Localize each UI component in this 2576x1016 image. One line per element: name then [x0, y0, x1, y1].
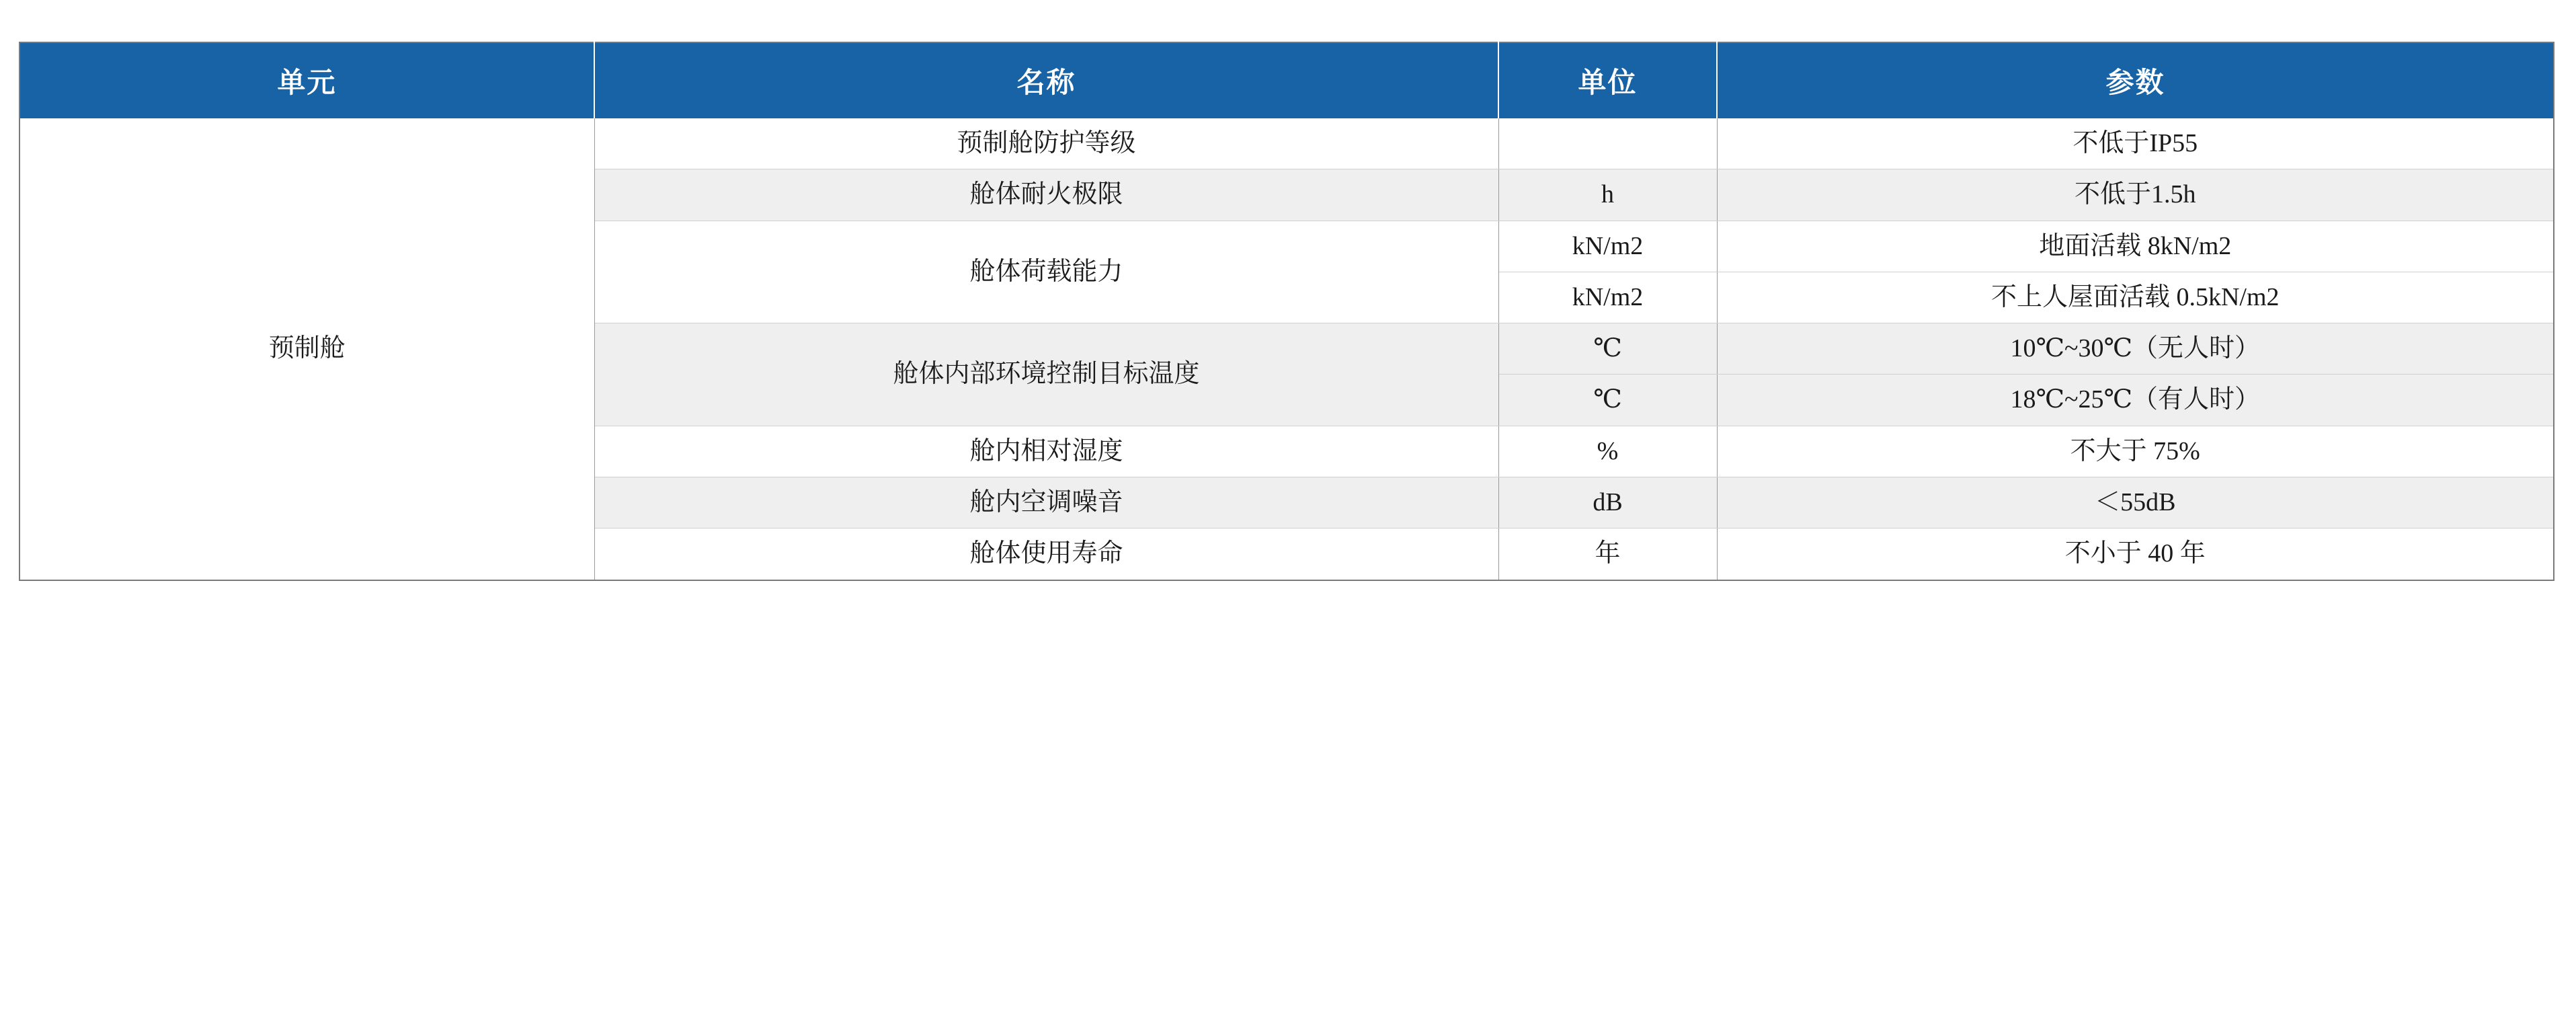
column-header-value: 参数 [1717, 42, 2554, 118]
row-name: 舱体内部环境控制目标温度 [594, 323, 1498, 426]
row-value: 不低于IP55 [1717, 118, 2554, 169]
row-value: 不小于 40 年 [1717, 529, 2554, 580]
row-name: 舱体耐火极限 [594, 169, 1498, 221]
row-uom: h [1498, 169, 1717, 221]
row-uom: % [1498, 426, 1717, 477]
row-value: 不低于1.5h [1717, 169, 2554, 221]
row-name: 舱体使用寿命 [594, 529, 1498, 580]
spec-table [19, 42, 2554, 581]
row-value: 10℃~30℃（无人时） [1717, 323, 2554, 375]
row-value: 不上人屋面活载 0.5kN/m2 [1717, 272, 2554, 323]
row-name: 舱体荷载能力 [594, 221, 1498, 323]
row-name: 舱内空调噪音 [594, 477, 1498, 529]
column-header-uom: 单位 [1498, 42, 1717, 118]
row-uom: kN/m2 [1498, 221, 1717, 272]
row-value: 18℃~25℃（有人时） [1717, 375, 2554, 426]
row-value: 地面活载 8kN/m2 [1717, 221, 2554, 272]
row-name: 舱内相对湿度 [594, 426, 1498, 477]
column-header-name: 名称 [594, 42, 1498, 118]
table-header [19, 42, 2554, 118]
table-row [19, 118, 2554, 169]
row-name: 预制舱防护等级 [594, 118, 1498, 169]
row-uom: ℃ [1498, 375, 1717, 426]
column-header-unit: 单元 [19, 42, 594, 118]
row-uom: 年 [1498, 529, 1717, 580]
row-uom: kN/m2 [1498, 272, 1717, 323]
table-body [19, 118, 2554, 580]
unit-group-cell: 预制舱 [19, 118, 594, 580]
row-value: 不大于 75% [1717, 426, 2554, 477]
row-uom: ℃ [1498, 323, 1717, 375]
row-uom [1498, 118, 1717, 169]
table-header-row [19, 42, 2554, 118]
spec-table-container [19, 42, 2553, 581]
row-value: ＜55dB [1717, 477, 2554, 529]
row-uom: dB [1498, 477, 1717, 529]
